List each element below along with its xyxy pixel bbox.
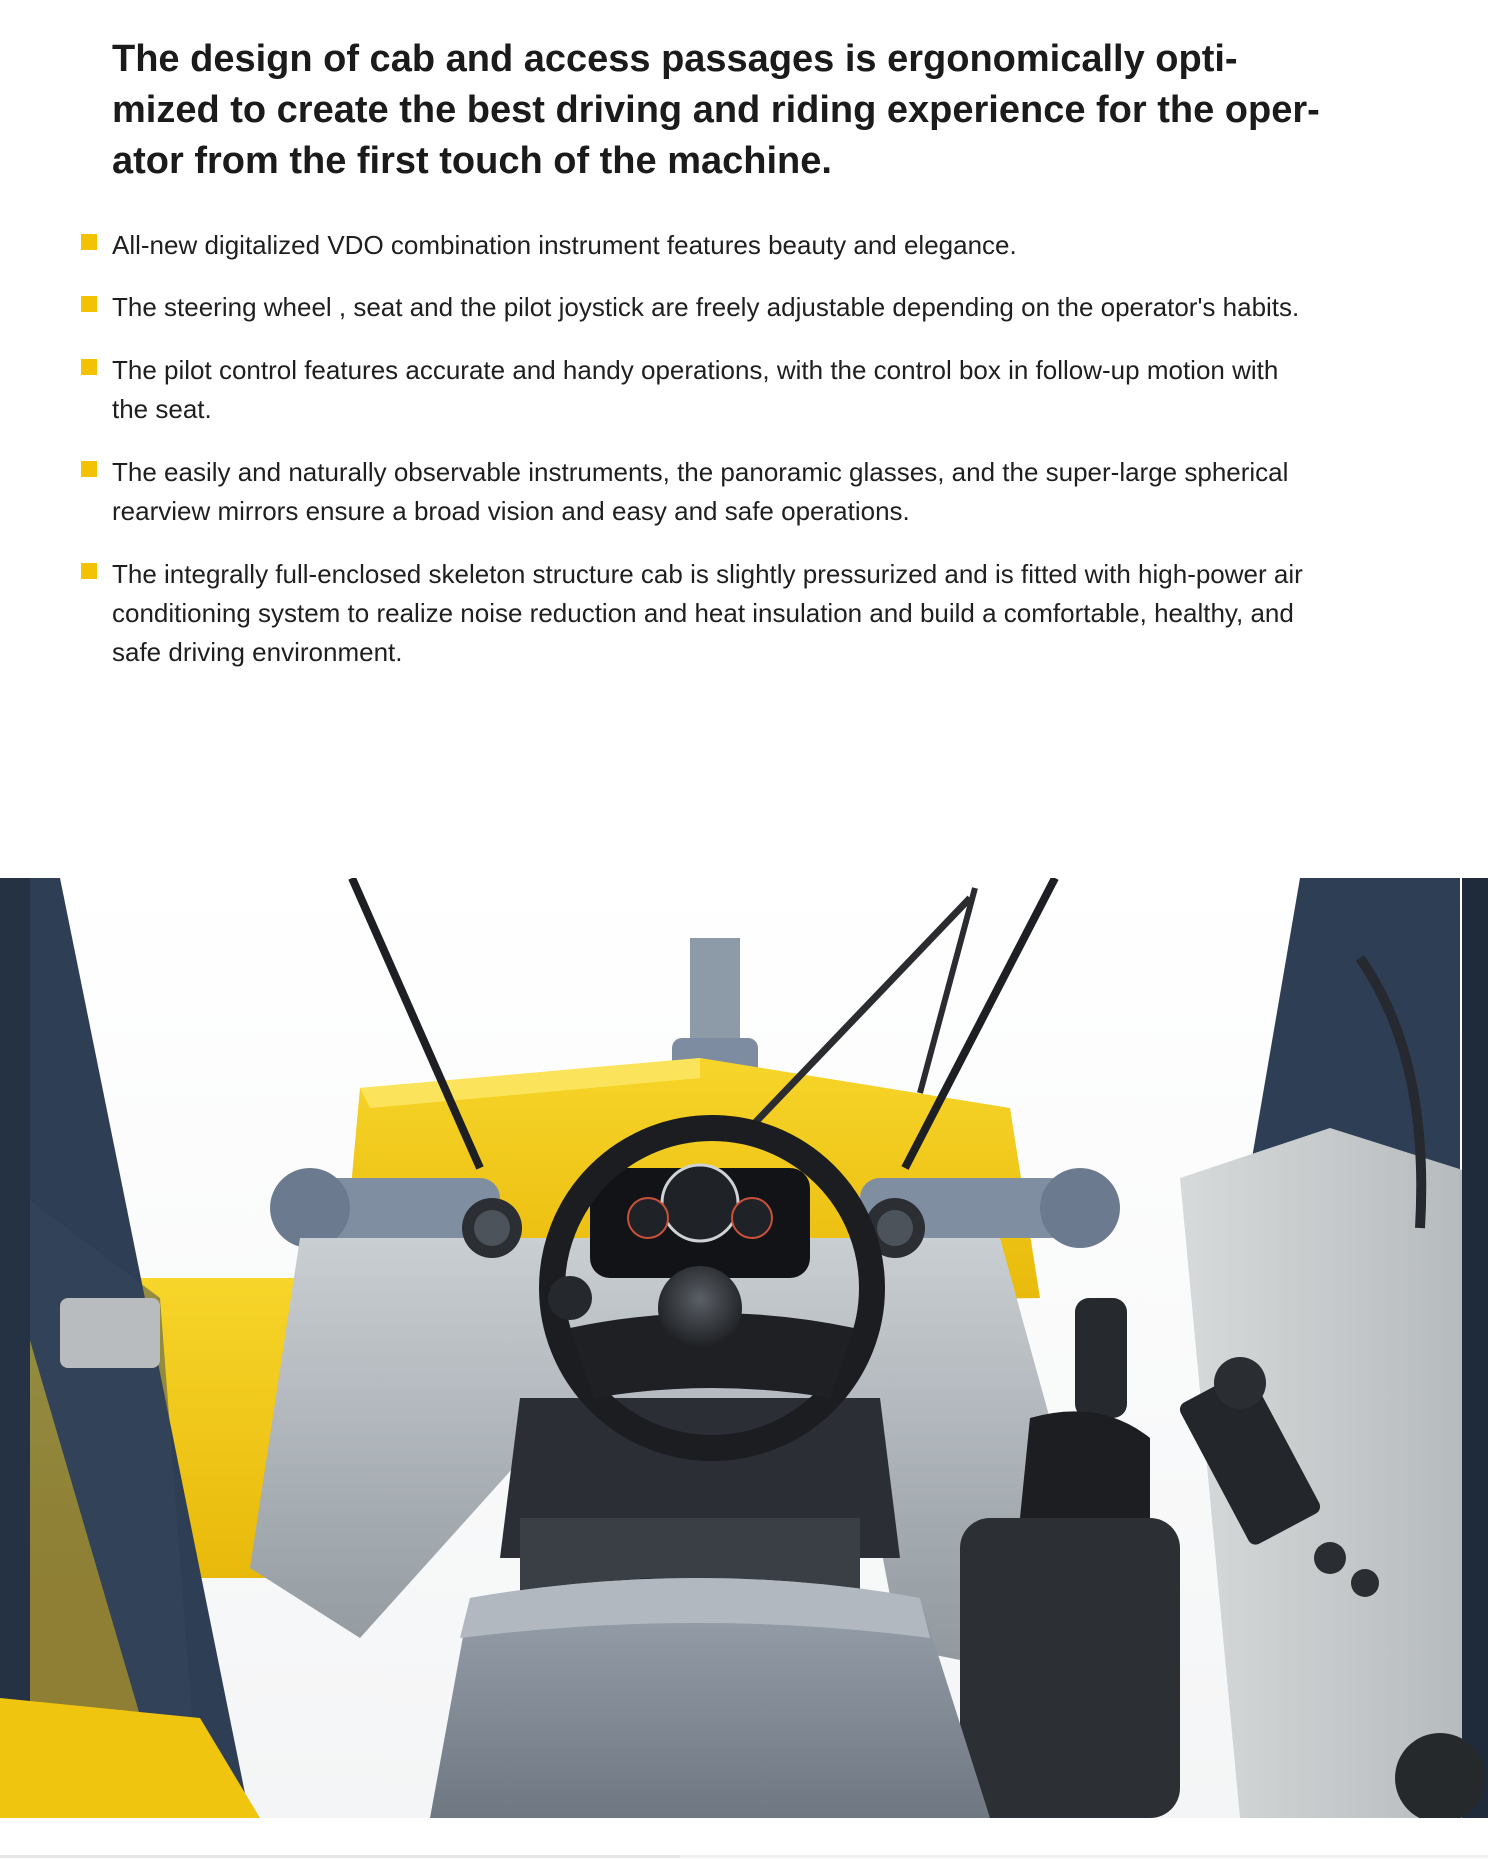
feature-text: the seat. <box>112 394 212 424</box>
feature-text: The steering wheel , seat and the pilot joystick are freely adjustable depending on the operator's habits. <box>112 292 1300 322</box>
feature-text: safe driving environment. <box>112 637 403 667</box>
feature-item <box>112 288 1372 327</box>
feature-item <box>112 226 1372 265</box>
feature-text: The integrally full-enclosed skeleton structure cab is slightly pressurized and is fitted with high-power air <box>112 559 1303 589</box>
footer-divider <box>680 1855 1488 1858</box>
footer-divider <box>0 1855 680 1858</box>
feature-text: The easily and naturally observable instruments, the panoramic glasses, and the super-large spherical <box>112 457 1289 487</box>
page-heading <box>112 34 1362 187</box>
bullet-square-icon <box>81 461 97 477</box>
feature-item <box>112 453 1372 531</box>
feature-text: conditioning system to realize noise reduction and heat insulation and build a comfortable, healthy, and <box>112 598 1294 628</box>
heading-line: mized to create the best driving and riding experience for the oper- <box>112 89 1320 131</box>
feature-text: rearview mirrors ensure a broad vision and easy and safe operations. <box>112 496 910 526</box>
bullet-square-icon <box>81 296 97 312</box>
bullet-square-icon <box>81 563 97 579</box>
feature-item <box>112 351 1372 429</box>
bullet-square-icon <box>81 234 97 250</box>
feature-item <box>112 555 1372 672</box>
feature-text: The pilot control features accurate and handy operations, with the control box in follow-up motion with <box>112 355 1279 385</box>
cab-interior-photo <box>0 878 1488 1818</box>
bullet-square-icon <box>81 359 97 375</box>
feature-text: All-new digitalized VDO combination instrument features beauty and elegance. <box>112 230 1017 260</box>
heading-line: The design of cab and access passages is ergonomically opti- <box>112 38 1238 80</box>
heading-line: ator from the first touch of the machine. <box>112 140 832 182</box>
